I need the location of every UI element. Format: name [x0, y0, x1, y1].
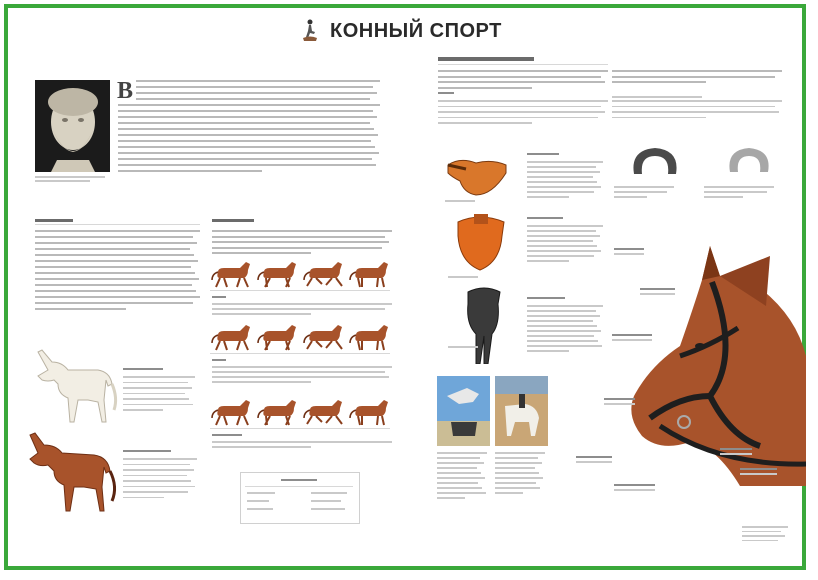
galloping-horse-figure [210, 262, 252, 288]
text-line [35, 308, 126, 310]
section-rule [35, 224, 200, 225]
text-line [118, 110, 373, 112]
text-line [495, 462, 542, 464]
text-line [448, 346, 478, 348]
text-line [35, 254, 194, 256]
text-line [527, 225, 603, 227]
text-line [123, 486, 195, 488]
bridle-label [640, 293, 675, 295]
greek-bust-portrait [35, 80, 110, 172]
text-line [527, 245, 597, 247]
galloping-horse-figure [256, 400, 298, 426]
text-line [742, 540, 778, 542]
saddle-english-image [446, 155, 514, 197]
text-line [612, 117, 706, 119]
text-line [212, 230, 392, 232]
text-line [527, 196, 569, 198]
text-line [527, 176, 593, 178]
text-line [437, 492, 486, 494]
gait-rule [210, 428, 390, 429]
text-line [123, 387, 192, 389]
horse-head-bridle-illustration [620, 236, 806, 486]
text-line [495, 467, 535, 469]
galloping-horse-figure [302, 325, 344, 351]
text-line [118, 116, 377, 118]
text-line [527, 325, 597, 327]
bridle-label [720, 453, 752, 455]
text-line [118, 158, 372, 160]
gait-label [212, 434, 242, 436]
bridle-label [576, 461, 612, 463]
text-line [212, 308, 385, 310]
text-line [527, 240, 593, 242]
portrait-caption [35, 180, 90, 182]
saddle-caption [527, 153, 559, 155]
text-line [448, 276, 478, 278]
text-line [527, 171, 600, 173]
text-line [35, 260, 198, 262]
text-line [123, 382, 188, 384]
text-line [123, 475, 187, 477]
text-line [527, 320, 593, 322]
white-horse-caption [123, 368, 163, 370]
text-line [527, 260, 569, 262]
saddle-caption [527, 297, 565, 299]
rider-icon [300, 18, 320, 44]
text-line [612, 106, 775, 108]
text-line [437, 462, 484, 464]
bridle-label [612, 334, 652, 336]
text-line [614, 196, 647, 198]
text-line [527, 230, 596, 232]
chestnut-horse-caption [123, 450, 171, 452]
text-line [123, 469, 194, 471]
text-line [118, 170, 262, 172]
show-jumping-photo [437, 376, 490, 446]
gait-row-trot [210, 325, 390, 351]
text-line [742, 526, 788, 528]
galloping-horse-figure [256, 262, 298, 288]
text-line [445, 200, 475, 202]
bridle-label [640, 288, 675, 290]
text-line [136, 80, 380, 82]
text-line [123, 491, 188, 493]
text-line [612, 81, 706, 83]
text-line [495, 492, 523, 494]
text-line [35, 284, 192, 286]
white-horse-illustration [28, 340, 120, 426]
bridle-label [614, 484, 655, 486]
gait-label [212, 359, 226, 361]
text-line [614, 191, 667, 193]
gait-row-walk [210, 262, 390, 288]
text-line [35, 278, 199, 280]
text-line [123, 458, 197, 460]
text-line [437, 457, 480, 459]
equipment-rule [438, 64, 608, 65]
text-line [704, 196, 743, 198]
text-line [437, 477, 485, 479]
equipment-heading [438, 57, 534, 61]
text-line [118, 140, 371, 142]
text-line [212, 381, 311, 383]
text-line [495, 452, 545, 454]
text-line [742, 531, 781, 533]
text-line [527, 235, 600, 237]
text-line [437, 487, 482, 489]
bridle-label [604, 398, 635, 400]
data-table [240, 472, 360, 524]
saddle-caption [527, 217, 563, 219]
text-line [527, 345, 602, 347]
bridle-label [614, 489, 655, 491]
text-line [212, 446, 311, 448]
text-line [438, 87, 532, 89]
text-line [527, 305, 603, 307]
galloping-horse-figure [348, 325, 390, 351]
text-line [118, 122, 370, 124]
text-line [212, 313, 311, 315]
text-line [612, 100, 782, 102]
text-line [123, 497, 164, 499]
bridle-label [614, 248, 644, 250]
gait-row-canter [210, 400, 390, 426]
gait-label [212, 296, 226, 298]
text-line [35, 248, 190, 250]
saddle-dressage-image [452, 212, 510, 272]
text-line [35, 236, 193, 238]
text-line [614, 186, 674, 188]
text-line [123, 404, 193, 406]
text-line [527, 340, 598, 342]
text-line [527, 315, 600, 317]
chestnut-horse-illustration [22, 425, 120, 515]
text-line [118, 128, 374, 130]
text-line [495, 487, 540, 489]
bridle-label [740, 473, 777, 475]
text-line [35, 266, 191, 268]
text-line [438, 122, 532, 124]
text-line [438, 111, 605, 113]
text-line [136, 98, 370, 100]
galloping-horse-figure [210, 325, 252, 351]
text-line [437, 482, 478, 484]
bridle-label [740, 468, 777, 470]
text-line [612, 76, 775, 78]
text-line [212, 441, 392, 443]
text-line [123, 376, 195, 378]
text-line [212, 241, 389, 243]
text-line [212, 236, 385, 238]
text-line [118, 146, 375, 148]
text-line [118, 104, 380, 106]
text-line [123, 409, 163, 411]
text-line [437, 472, 481, 474]
text-line [527, 186, 601, 188]
text-line [612, 96, 702, 98]
text-line [212, 376, 389, 378]
galloping-horse-figure [348, 400, 390, 426]
text-line [527, 350, 569, 352]
poster-header [300, 17, 502, 45]
text-line [136, 92, 377, 94]
text-line [527, 330, 601, 332]
text-line [118, 134, 378, 136]
galloping-horse-figure [256, 325, 298, 351]
text-line [612, 70, 782, 72]
text-line [527, 250, 601, 252]
text-line [495, 482, 536, 484]
dressage-photo [495, 376, 548, 446]
text-line [35, 296, 200, 298]
text-line [495, 477, 543, 479]
text-line [527, 166, 596, 168]
text-line [704, 186, 774, 188]
saddle-western-image [458, 284, 510, 364]
portrait-caption [35, 176, 105, 178]
text-line [527, 191, 594, 193]
text-line [212, 366, 392, 368]
text-line [123, 393, 185, 395]
horseshoe-aluminum-image [724, 144, 774, 178]
poster-title: КОННЫЙ СПОРТ [330, 19, 502, 42]
text-line [35, 242, 197, 244]
text-line [212, 247, 382, 249]
section-heading [35, 219, 73, 222]
galloping-horse-figure [302, 400, 344, 426]
dropcap-letter: В [117, 78, 134, 104]
gait-rule [210, 290, 390, 291]
text-line [527, 310, 596, 312]
text-line [212, 371, 385, 373]
text-line [123, 464, 190, 466]
text-line [437, 497, 465, 499]
galloping-horse-figure [348, 262, 390, 288]
text-line [527, 255, 594, 257]
text-line [438, 117, 598, 119]
galloping-horse-figure [302, 262, 344, 288]
text-line [527, 161, 603, 163]
text-line [35, 290, 196, 292]
galloping-horse-figure [210, 400, 252, 426]
text-line [118, 152, 379, 154]
bridle-label [612, 339, 652, 341]
text-line [438, 76, 601, 78]
text-line [35, 272, 195, 274]
text-line [527, 181, 597, 183]
text-line [35, 302, 193, 304]
text-line [438, 106, 601, 108]
text-line [742, 535, 785, 537]
text-line [136, 86, 373, 88]
text-line [438, 70, 608, 72]
text-line [35, 230, 200, 232]
bridle-label [576, 456, 612, 458]
text-line [495, 472, 539, 474]
text-line [438, 100, 608, 102]
text-line [118, 164, 376, 166]
bridle-label [720, 448, 752, 450]
bridle-label [614, 253, 644, 255]
text-line [495, 457, 538, 459]
gait-rule [210, 353, 390, 354]
text-line [437, 452, 487, 454]
text-line [123, 480, 191, 482]
gaits-heading [212, 219, 254, 222]
text-line [437, 467, 477, 469]
text-line [438, 81, 605, 83]
horseshoe-steel-image [628, 144, 682, 180]
text-line [612, 111, 779, 113]
text-line [123, 398, 189, 400]
text-line [212, 303, 392, 305]
text-line [527, 335, 594, 337]
text-line [704, 191, 767, 193]
subheading [438, 92, 454, 94]
text-line [212, 252, 311, 254]
bridle-label [604, 403, 635, 405]
